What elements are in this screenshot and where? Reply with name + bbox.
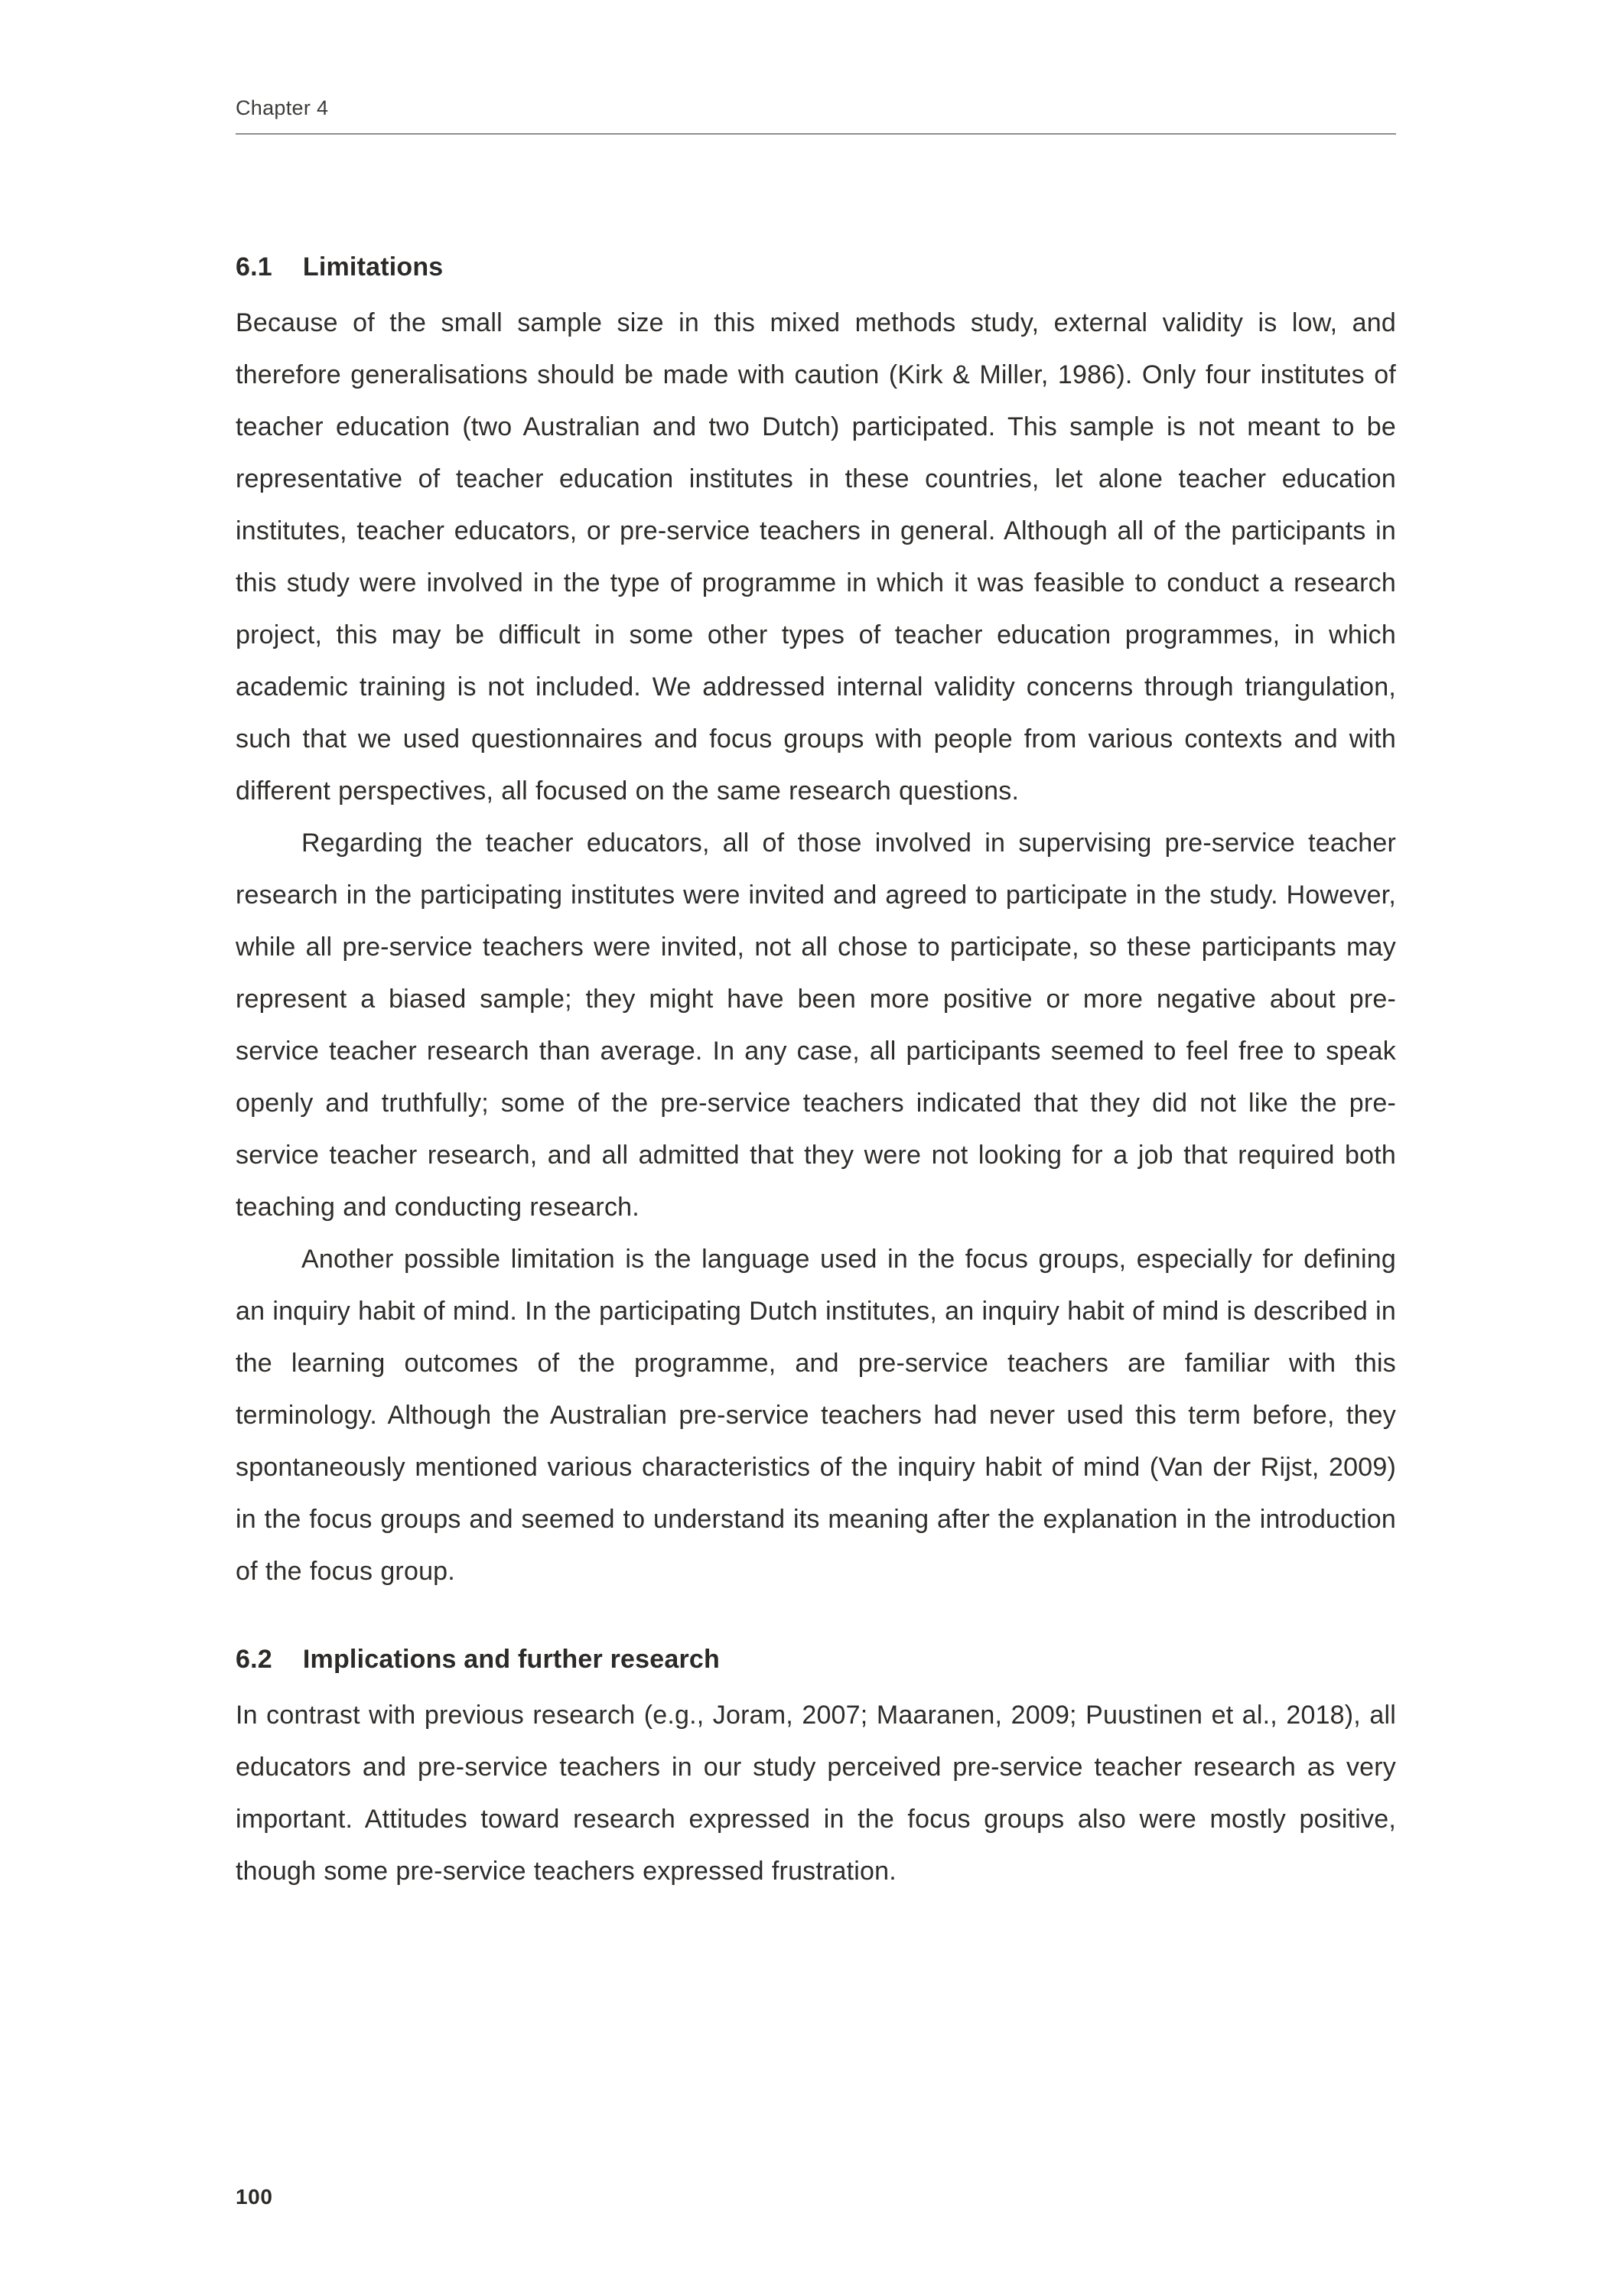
section-title: Implications and further research: [302, 1645, 720, 1674]
running-head-chapter: Chapter 4: [236, 96, 329, 119]
section-heading-implications: [236, 1642, 1396, 1677]
paragraph-limitations-3: Another possible limitation is the language used in the focus groups, especially for defining an inquiry habit of mind. In the participating Dutch institutes, an inquiry habit of mind is described in the learning outcomes of the programme, and pre-service teachers are familiar with this terminology. Although the Australian pre-service teachers had never used this term before, they spontaneously mentioned various characteristics of the inquiry habit of mind (Van der Rijst, 2009) in the focus groups and seemed to understand its meaning after the explanation in the introduction of the focus group.: [236, 1245, 1396, 1586]
paragraph-limitations-2: Regarding the teacher educators, all of those involved in supervising pre-service teacher research in the participating institutes were invited and agreed to participate in the study. However, while all pre-service teachers were invited, not all chose to participate, so these participants may represent a biased sample; they might have been more positive or more negative about pre-service teacher research than average. In any case, all participants seemed to feel free to speak openly and truthfully; some of the pre-service teachers indicated that they did not like the pre-service teacher research, and all admitted that they were not looking for a job that required both teaching and conducting research.: [236, 828, 1396, 1222]
page-content: [236, 249, 1396, 1897]
section-number: 6.2: [236, 1645, 272, 1674]
section-title: Limitations: [302, 252, 444, 282]
section-number: 6.1: [236, 252, 272, 282]
header-rule: [236, 133, 1396, 135]
paragraph-limitations-1: Because of the small sample size in this mixed methods study, external validity is low, and therefore generalisations should be made with caution (Kirk & Miller, 1986). Only four institutes of teacher education (two Australian and two Dutch) participated. This sample is not meant to be representative of teacher education institutes in these countries, let alone teacher education institutes, teacher educators, or pre-service teachers in general. Although all of the participants in this study were involved in the type of programme in which it was feasible to conduct a research project, this may be difficult in some other types of teacher education programmes, in which academic training is not included. We addressed internal validity concerns through triangulation, such that we used questionnaires and focus groups with people from various contexts and with different perspectives, all focused on the same research questions.: [236, 308, 1396, 806]
section-heading-limitations: [236, 249, 1396, 285]
page-number: 100: [236, 2185, 273, 2209]
paragraph-implications-1: In contrast with previous research (e.g., Joram, 2007; Maaranen, 2009; Puustinen et al., 2018), all educators and pre-service teachers in our study perceived pre-service teacher research as very important. Attitudes toward research expressed in the focus groups also were mostly positive, though some pre-service teachers expressed frustration.: [236, 1701, 1396, 1886]
